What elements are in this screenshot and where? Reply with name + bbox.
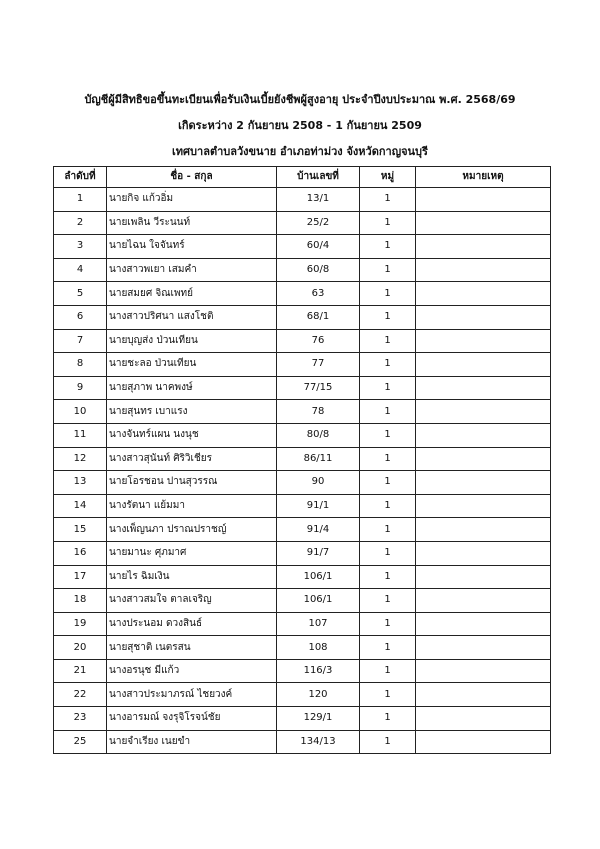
village-number-cell: 1 xyxy=(360,282,416,306)
row-number-cell: 4 xyxy=(54,258,107,282)
person-name-cell: นายชะลอ ป่วนเทียน xyxy=(107,353,277,377)
village-number-cell: 1 xyxy=(360,376,416,400)
person-name-cell: นายไร ฉิมเงิน xyxy=(107,565,277,589)
village-number-cell: 1 xyxy=(360,329,416,353)
table-row xyxy=(54,612,551,636)
remarks-cell xyxy=(416,353,551,377)
village-number-cell: 1 xyxy=(360,494,416,518)
table-row xyxy=(54,258,551,282)
table-body xyxy=(54,188,551,754)
village-number-cell: 1 xyxy=(360,707,416,731)
village-number-cell: 1 xyxy=(360,235,416,259)
row-number-cell: 10 xyxy=(54,400,107,424)
remarks-cell xyxy=(416,471,551,495)
row-number-cell: 13 xyxy=(54,471,107,495)
column-header-village: หมู่ xyxy=(360,167,416,188)
house-number-cell: 60/4 xyxy=(277,235,360,259)
table-row xyxy=(54,353,551,377)
person-name-cell: นางเพ็ญนภา ปราณปราชญ์ xyxy=(107,518,277,542)
person-name-cell: นางอรนุช มีแก้ว xyxy=(107,659,277,683)
column-header-remarks: หมายเหตุ xyxy=(416,167,551,188)
row-number-cell: 20 xyxy=(54,636,107,660)
person-name-cell: นางประนอม ดวงสินธ์ xyxy=(107,612,277,636)
house-number-cell: 76 xyxy=(277,329,360,353)
row-number-cell: 12 xyxy=(54,447,107,471)
person-name-cell: นายสุชาติ เนตรสน xyxy=(107,636,277,660)
table-row xyxy=(54,589,551,613)
birth-date-range: เกิดระหว่าง 2 กันยายน 2508 - 1 กันยายน 2509 xyxy=(178,119,422,132)
house-number-cell: 86/11 xyxy=(277,447,360,471)
table-row xyxy=(54,282,551,306)
village-number-cell: 1 xyxy=(360,541,416,565)
row-number-cell: 22 xyxy=(54,683,107,707)
remarks-cell xyxy=(416,683,551,707)
municipality-location: เทศบาลตำบลวังขนาย อำเภอท่าม่วง จังหวัดกาญจนบุรี xyxy=(172,145,428,158)
person-name-cell: นางสาวสมใจ ตาลเจริญ xyxy=(107,589,277,613)
remarks-cell xyxy=(416,707,551,731)
table-row xyxy=(54,329,551,353)
person-name-cell: นางสาวพเยา เสมคำ xyxy=(107,258,277,282)
column-header-name: ชื่อ - สกุล xyxy=(107,167,277,188)
row-number-cell: 3 xyxy=(54,235,107,259)
village-number-cell: 1 xyxy=(360,612,416,636)
village-number-cell: 1 xyxy=(360,636,416,660)
house-number-cell: 78 xyxy=(277,400,360,424)
remarks-cell xyxy=(416,518,551,542)
table-row xyxy=(54,707,551,731)
remarks-cell xyxy=(416,565,551,589)
person-name-cell: นางสาวประมาภรณ์ ไชยวงค์ xyxy=(107,683,277,707)
remarks-cell xyxy=(416,541,551,565)
house-number-cell: 134/13 xyxy=(277,730,360,754)
house-number-cell: 107 xyxy=(277,612,360,636)
row-number-cell: 9 xyxy=(54,376,107,400)
column-header-number: ลำดับที่ xyxy=(54,167,107,188)
village-number-cell: 1 xyxy=(360,518,416,542)
table-row xyxy=(54,518,551,542)
remarks-cell xyxy=(416,659,551,683)
row-number-cell: 17 xyxy=(54,565,107,589)
village-number-cell: 1 xyxy=(360,400,416,424)
village-number-cell: 1 xyxy=(360,659,416,683)
row-number-cell: 1 xyxy=(54,188,107,212)
remarks-cell xyxy=(416,636,551,660)
table-row xyxy=(54,400,551,424)
village-number-cell: 1 xyxy=(360,471,416,495)
person-name-cell: นายมานะ ศุภมาศ xyxy=(107,541,277,565)
person-name-cell: นางสาวสุนันท์ ศิริวิเชียร xyxy=(107,447,277,471)
house-number-cell: 120 xyxy=(277,683,360,707)
remarks-cell xyxy=(416,730,551,754)
row-number-cell: 23 xyxy=(54,707,107,731)
row-number-cell: 19 xyxy=(54,612,107,636)
row-number-cell: 16 xyxy=(54,541,107,565)
table-row xyxy=(54,541,551,565)
village-number-cell: 1 xyxy=(360,447,416,471)
house-number-cell: 106/1 xyxy=(277,589,360,613)
remarks-cell xyxy=(416,188,551,212)
table-row xyxy=(54,376,551,400)
house-number-cell: 129/1 xyxy=(277,707,360,731)
person-name-cell: นายไฉน ใจจันทร์ xyxy=(107,235,277,259)
village-number-cell: 1 xyxy=(360,305,416,329)
row-number-cell: 21 xyxy=(54,659,107,683)
house-number-cell: 90 xyxy=(277,471,360,495)
table-row xyxy=(54,188,551,212)
remarks-cell xyxy=(416,400,551,424)
village-number-cell: 1 xyxy=(360,188,416,212)
table-row xyxy=(54,730,551,754)
table-row xyxy=(54,211,551,235)
remarks-cell xyxy=(416,423,551,447)
table-row xyxy=(54,565,551,589)
village-number-cell: 1 xyxy=(360,589,416,613)
row-number-cell: 18 xyxy=(54,589,107,613)
house-number-cell: 80/8 xyxy=(277,423,360,447)
house-number-cell: 106/1 xyxy=(277,565,360,589)
house-number-cell: 60/8 xyxy=(277,258,360,282)
table-row xyxy=(54,305,551,329)
person-name-cell: นายเพลิน วีระนนท์ xyxy=(107,211,277,235)
house-number-cell: 25/2 xyxy=(277,211,360,235)
house-number-cell: 116/3 xyxy=(277,659,360,683)
row-number-cell: 25 xyxy=(54,730,107,754)
table-row xyxy=(54,494,551,518)
person-name-cell: นางสาวปริศนา แสงโชติ xyxy=(107,305,277,329)
house-number-cell: 63 xyxy=(277,282,360,306)
remarks-cell xyxy=(416,376,551,400)
person-name-cell: นายบุญส่ง ป่วนเทียน xyxy=(107,329,277,353)
remarks-cell xyxy=(416,447,551,471)
person-name-cell: นายโอรชอน ปานสุวรรณ xyxy=(107,471,277,495)
table-row xyxy=(54,636,551,660)
house-number-cell: 68/1 xyxy=(277,305,360,329)
person-name-cell: นางรัตนา แย้มมา xyxy=(107,494,277,518)
house-number-cell: 77 xyxy=(277,353,360,377)
row-number-cell: 6 xyxy=(54,305,107,329)
table-row xyxy=(54,423,551,447)
table-header-row xyxy=(54,167,551,188)
person-name-cell: นายสุนทร เบาแรง xyxy=(107,400,277,424)
village-number-cell: 1 xyxy=(360,258,416,282)
row-number-cell: 14 xyxy=(54,494,107,518)
village-number-cell: 1 xyxy=(360,353,416,377)
village-number-cell: 1 xyxy=(360,565,416,589)
document-header xyxy=(0,93,600,171)
table-row xyxy=(54,235,551,259)
table-row xyxy=(54,659,551,683)
remarks-cell xyxy=(416,305,551,329)
village-number-cell: 1 xyxy=(360,423,416,447)
person-name-cell: นางอารมณ์ จงรุจิโรจน์ชัย xyxy=(107,707,277,731)
person-name-cell: นายจำเรียง เนยขำ xyxy=(107,730,277,754)
remarks-cell xyxy=(416,235,551,259)
person-name-cell: นางจันทร์แผน นงนุช xyxy=(107,423,277,447)
house-number-cell: 13/1 xyxy=(277,188,360,212)
person-name-cell: นายสมยศ จิณเพทย์ xyxy=(107,282,277,306)
house-number-cell: 108 xyxy=(277,636,360,660)
house-number-cell: 91/4 xyxy=(277,518,360,542)
house-number-cell: 77/15 xyxy=(277,376,360,400)
remarks-cell xyxy=(416,211,551,235)
village-number-cell: 1 xyxy=(360,683,416,707)
remarks-cell xyxy=(416,258,551,282)
table-row xyxy=(54,471,551,495)
remarks-cell xyxy=(416,494,551,518)
row-number-cell: 7 xyxy=(54,329,107,353)
remarks-cell xyxy=(416,329,551,353)
table-row xyxy=(54,683,551,707)
house-number-cell: 91/7 xyxy=(277,541,360,565)
row-number-cell: 15 xyxy=(54,518,107,542)
remarks-cell xyxy=(416,589,551,613)
village-number-cell: 1 xyxy=(360,211,416,235)
house-number-cell: 91/1 xyxy=(277,494,360,518)
person-name-cell: นายสุภาพ นาคพงษ์ xyxy=(107,376,277,400)
row-number-cell: 2 xyxy=(54,211,107,235)
row-number-cell: 11 xyxy=(54,423,107,447)
village-number-cell: 1 xyxy=(360,730,416,754)
column-header-house-number: บ้านเลขที่ xyxy=(277,167,360,188)
remarks-cell xyxy=(416,282,551,306)
table-row xyxy=(54,447,551,471)
elderly-allowance-table xyxy=(53,166,551,754)
person-name-cell: นายกิจ แก้วอิ่ม xyxy=(107,188,277,212)
remarks-cell xyxy=(416,612,551,636)
document-title: บัญชีผู้มีสิทธิขอขึ้นทะเบียนเพื่อรับเงินเบี้ยยังชีพผู้สูงอายุ ประจำปีงบประมาณ พ.ศ. 2568/69 xyxy=(84,93,516,106)
row-number-cell: 8 xyxy=(54,353,107,377)
row-number-cell: 5 xyxy=(54,282,107,306)
